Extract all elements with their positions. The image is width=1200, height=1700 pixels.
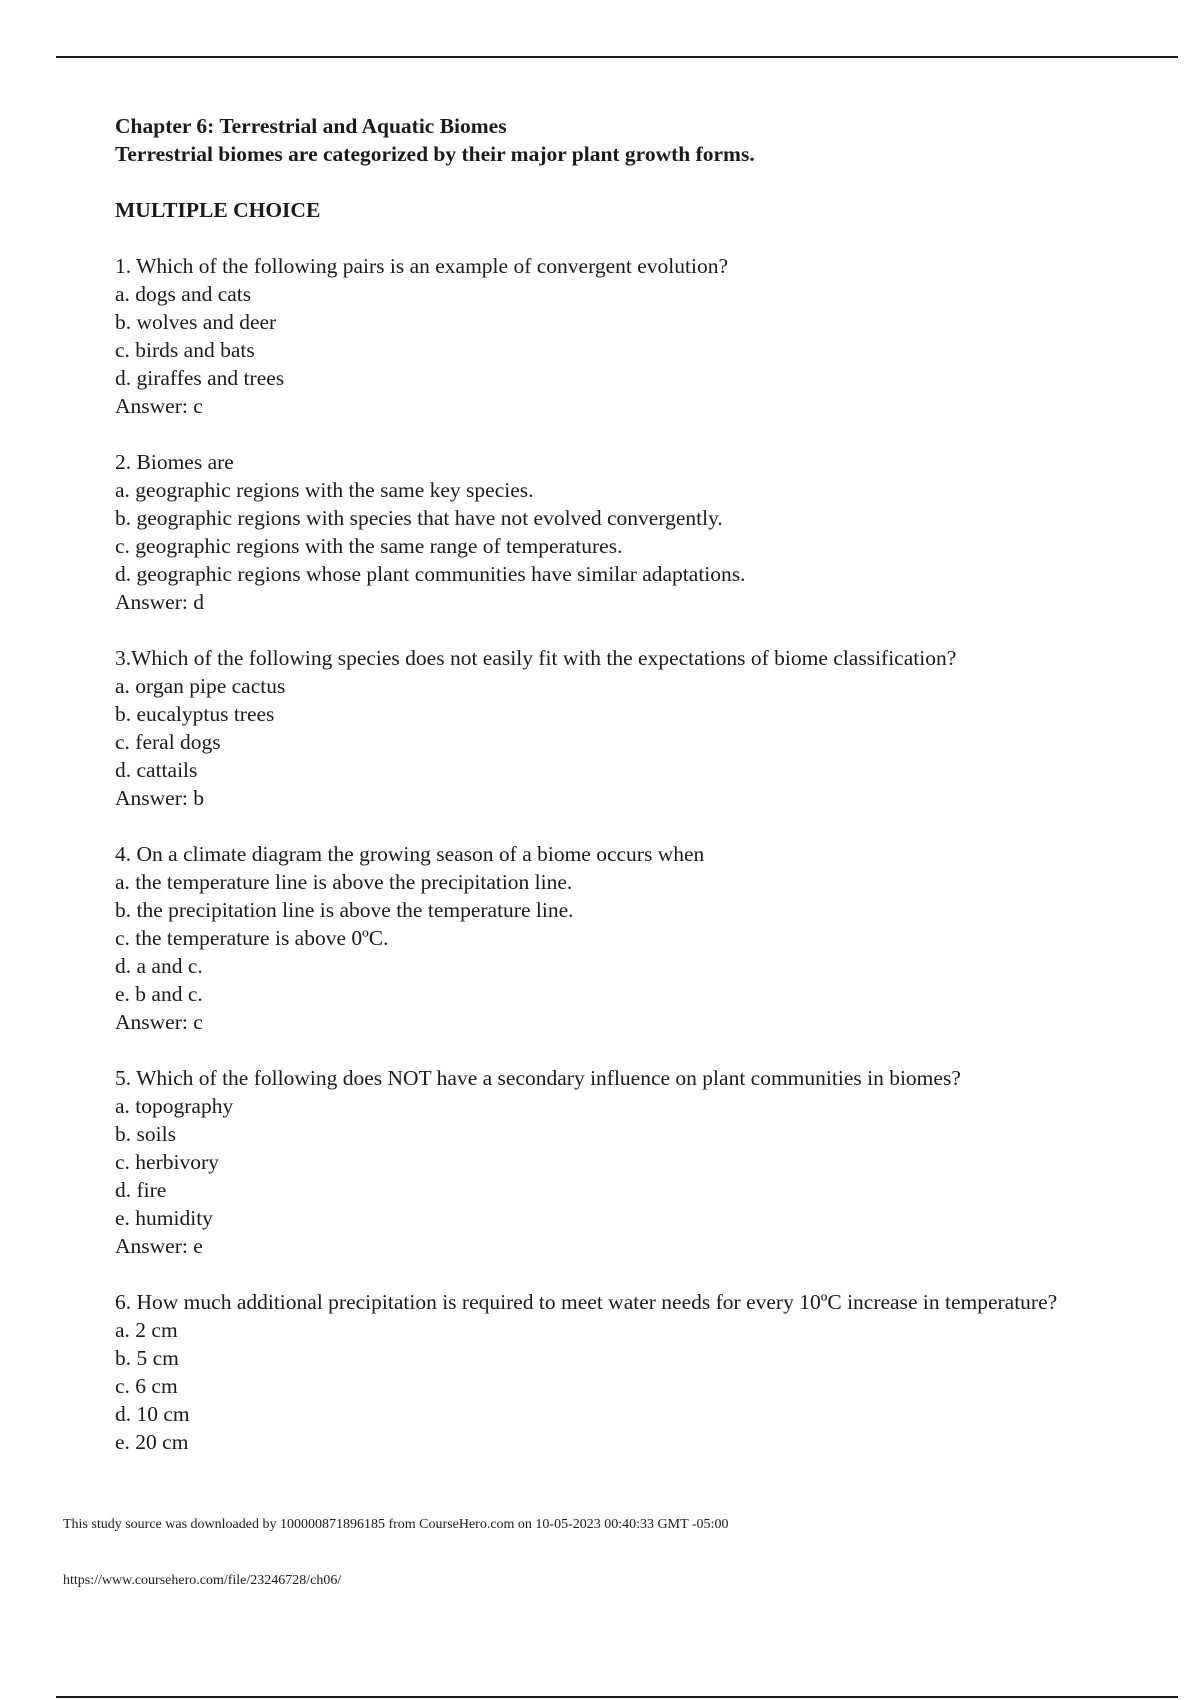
- question-1: [115, 252, 1075, 420]
- option-e: e. humidity: [115, 1206, 213, 1230]
- question-text: 3.Which of the following species does not easily fit with the expectations of biome classification?: [115, 646, 957, 670]
- option-a: a. the temperature line is above the precipitation line.: [115, 870, 573, 894]
- answer: Answer: e: [115, 1234, 203, 1258]
- question-4: [115, 840, 1075, 1036]
- option-c: c. birds and bats: [115, 338, 255, 362]
- question-3: [115, 644, 1075, 812]
- option-c: c. geographic regions with the same range of temperatures.: [115, 534, 623, 558]
- answer: Answer: d: [115, 590, 204, 614]
- option-b: b. soils: [115, 1122, 176, 1146]
- option-b: b. wolves and deer: [115, 310, 277, 334]
- question-text: 4. On a climate diagram the growing season of a biome occurs when: [115, 842, 705, 866]
- question-text: 2. Biomes are: [115, 450, 234, 474]
- option-a: a. organ pipe cactus: [115, 674, 286, 698]
- option-b: b. 5 cm: [115, 1346, 179, 1370]
- chapter-title: Chapter 6: Terrestrial and Aquatic Biomes: [115, 114, 507, 138]
- option-e: e. b and c.: [115, 982, 203, 1006]
- question-2: [115, 448, 1075, 616]
- option-a: a. topography: [115, 1094, 234, 1118]
- chapter-subtitle: Terrestrial biomes are categorized by their major plant growth forms.: [115, 142, 755, 166]
- option-a: a. geographic regions with the same key species.: [115, 478, 534, 502]
- top-rule: [56, 56, 1178, 58]
- question-text: 6. How much additional precipitation is required to meet water needs for every 10ºC increase in temperature?: [115, 1290, 1058, 1314]
- question-5: [115, 1064, 1075, 1260]
- download-source-note: This study source was downloaded by 100000871896185 from CourseHero.com on 10-05-2023 00:40:33 GMT -05:00: [63, 1517, 729, 1532]
- option-b: b. geographic regions with species that have not evolved convergently.: [115, 506, 723, 530]
- option-e: e. 20 cm: [115, 1430, 189, 1454]
- option-d: d. 10 cm: [115, 1402, 190, 1426]
- option-d: d. geographic regions whose plant communities have similar adaptations.: [115, 562, 746, 586]
- question-6: [115, 1288, 1075, 1456]
- question-text: 1. Which of the following pairs is an example of convergent evolution?: [115, 254, 728, 278]
- option-c: c. 6 cm: [115, 1374, 178, 1398]
- option-c: c. herbivory: [115, 1150, 219, 1174]
- option-b: b. the precipitation line is above the temperature line.: [115, 898, 574, 922]
- bottom-rule: [56, 1696, 1178, 1698]
- option-d: d. cattails: [115, 758, 198, 782]
- option-c: c. feral dogs: [115, 730, 221, 754]
- option-d: d. fire: [115, 1178, 167, 1202]
- question-text: 5. Which of the following does NOT have a secondary influence on plant communities in biomes?: [115, 1066, 961, 1090]
- source-url-link[interactable]: https://www.coursehero.com/file/23246728/ch06/: [63, 1573, 342, 1588]
- option-a: a. 2 cm: [115, 1318, 178, 1342]
- option-d: d. giraffes and trees: [115, 366, 285, 390]
- answer: Answer: b: [115, 786, 204, 810]
- option-a: a. dogs and cats: [115, 282, 252, 306]
- option-b: b. eucalyptus trees: [115, 702, 275, 726]
- answer: Answer: c: [115, 394, 203, 418]
- option-d: d. a and c.: [115, 954, 203, 978]
- section-title: MULTIPLE CHOICE: [115, 198, 321, 222]
- document-body: [115, 112, 1075, 1484]
- option-c: c. the temperature is above 0ºC.: [115, 926, 389, 950]
- answer: Answer: c: [115, 1010, 203, 1034]
